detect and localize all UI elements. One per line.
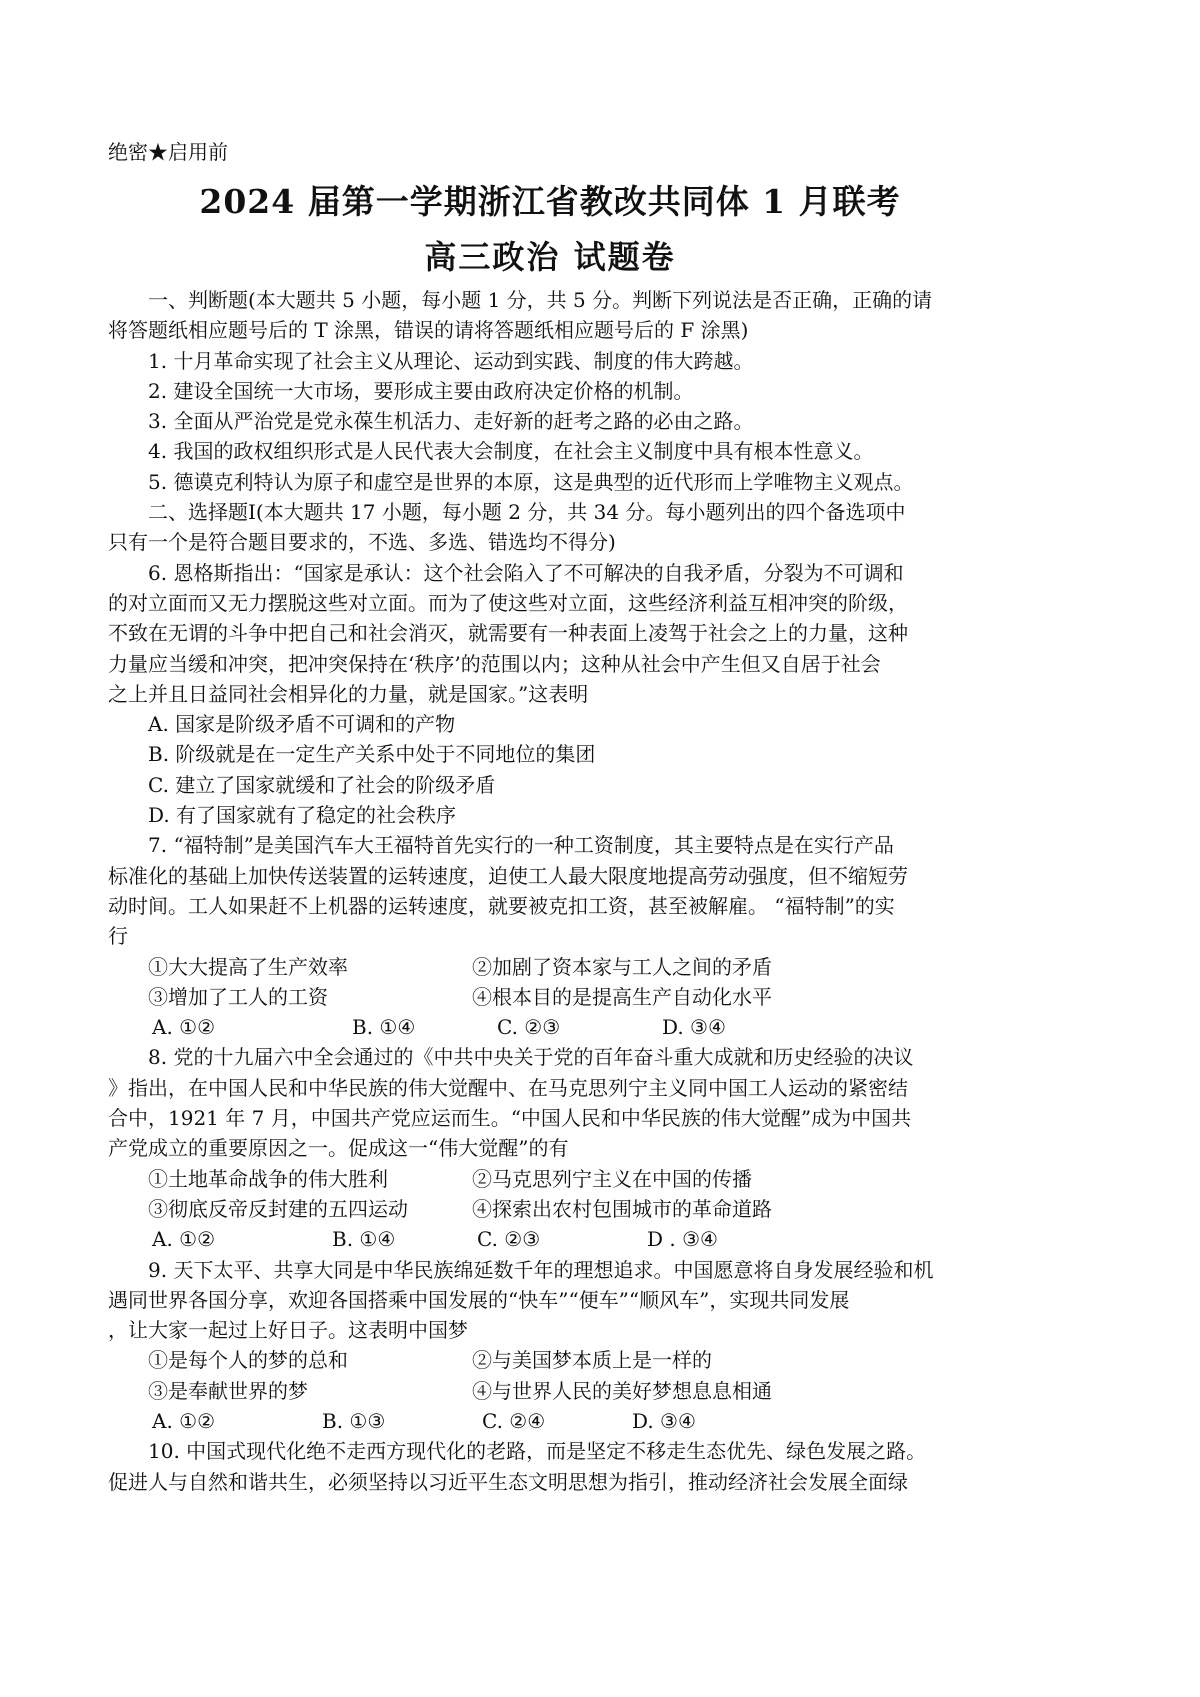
question-8-choice-c: C. ②③: [477, 1227, 541, 1252]
question-7-statements: [108, 982, 1103, 1012]
exam-body: [108, 285, 1103, 1497]
question-7-choice-b: B. ①④: [352, 1015, 416, 1040]
confidential-label: 绝密★启用前: [108, 140, 228, 164]
question-7-text: 行: [108, 924, 128, 949]
question-6-option-c: C. 建立了国家就缓和了社会的阶级矛盾: [148, 772, 496, 797]
question-8-statement-3: ③彻底反帝反封建的五四运动: [148, 1196, 408, 1221]
question-8-choice-a: A. ①②: [152, 1227, 216, 1252]
question-6-text: 力量应当缓和冲突，把冲突保持在‘秩序’的范围以内；这种从社会中产生但又自居于社会: [108, 651, 881, 676]
question-7-text: 动时间。工人如果赶不上机器的运转速度，就要被克扣工资，甚至被解雇。 “福特制”的实: [108, 893, 895, 918]
question-8-text: 合中，1921 年 7 月，中国共产党应运而生。“中国人民和中华民族的伟大觉醒”成为中国共: [108, 1106, 912, 1131]
question-8-answers: [108, 1224, 1103, 1254]
question-7-statements: [108, 952, 1103, 982]
question-8-statement-2: ②马克思列宁主义在中国的传播: [472, 1166, 752, 1191]
question-7-text: 标准化的基础上加快传送装置的运转速度，迫使工人最大限度地提高劳动强度，但不缩短劳: [108, 863, 908, 888]
judgment-item-5: 5. 德谟克利特认为原子和虚空是世界的本原，这是典型的近代形而上学唯物主义观点。: [148, 469, 914, 494]
judgment-item-2: 2. 建设全国统一大市场，要形成主要由政府决定价格的机制。: [148, 378, 694, 403]
judgment-item-1: 1. 十月革命实现了社会主义从理论、运动到实践、制度的伟大跨越。: [148, 348, 754, 373]
section1-intro-cont: 将答题纸相应题号后的 T 涂黑，错误的请将答题纸相应题号后的 F 涂黑): [108, 318, 749, 343]
question-7-statement-4: ④根本目的是提高生产自动化水平: [472, 984, 772, 1009]
section1-intro: 一、判断题(本大题共 5 小题，每小题 1 分，共 5 分。判断下列说法是否正确，正确的请: [148, 288, 933, 312]
question-9-answers: [108, 1406, 1103, 1436]
question-9-choice-a: A. ①②: [152, 1408, 216, 1433]
question-6-option-b: B. 阶级就是在一定生产关系中处于不同地位的集团: [148, 742, 596, 767]
question-7-choice-d: D. ③④: [662, 1015, 726, 1040]
question-7-statement-2: ②加剧了资本家与工人之间的矛盾: [472, 954, 772, 979]
question-10-text: 促进人与自然和谐共生，必须坚持以习近平生态文明思想为指引，推动经济社会发展全面绿: [108, 1469, 908, 1494]
question-7-text: 7. “福特制”是美国汽车大王福特首先实行的一种工资制度，其主要特点是在实行产品: [148, 833, 894, 858]
section2-intro-cont: 只有一个是符合题目要求的，不选、多选、错选均不得分): [108, 530, 616, 555]
question-9-choice-c: C. ②④: [482, 1408, 546, 1433]
question-9-text: ，让大家一起过上好日子。这表明中国梦: [108, 1318, 468, 1343]
question-6-text: 6. 恩格斯指出：“国家是承认：这个社会陷入了不可解决的自我矛盾，分裂为不可调和: [148, 560, 904, 585]
question-8-text: 8. 党的十九届六中全会通过的《中共中央关于党的百年奋斗重大成就和历史经验的决议: [148, 1045, 914, 1070]
question-6-text: 的对立面而又无力摆脱这些对立面。而为了使这些对立面，这些经济利益互相冲突的阶级，: [108, 590, 908, 615]
question-6-text: 之上并且日益同社会相异化的力量，就是国家。”这表明: [108, 681, 589, 706]
question-8-statement-4: ④探索出农村包围城市的革命道路: [472, 1196, 772, 1221]
question-8-statements: [108, 1194, 1103, 1224]
question-8-statements: [108, 1164, 1103, 1194]
judgment-item-3: 3. 全面从严治党是党永葆生机活力、走好新的赶考之路的必由之路。: [148, 409, 754, 434]
question-9-text: 遇同世界各国分享，欢迎各国搭乘中国发展的“快车”“便车”“顺风车”，实现共同发展: [108, 1287, 850, 1312]
question-9-statement-3: ③是奉献世界的梦: [148, 1378, 308, 1403]
question-7-statement-1: ①大大提高了生产效率: [148, 954, 348, 979]
question-9-statements: [108, 1376, 1103, 1406]
question-8-choice-b: B. ①④: [332, 1227, 396, 1252]
judgment-item-4: 4. 我国的政权组织形式是人民代表大会制度，在社会主义制度中具有根本性意义。: [148, 439, 874, 464]
question-8-statement-1: ①土地革命战争的伟大胜利: [148, 1166, 388, 1191]
question-6-option-d: D. 有了国家就有了稳定的社会秩序: [148, 803, 457, 828]
question-6-text: 不致在无谓的斗争中把自己和社会消灭，就需要有一种表面上凌驾于社会之上的力量，这种: [108, 621, 908, 646]
question-8-text: 产党成立的重要原因之一。促成这一“伟大觉醒”的有: [108, 1136, 569, 1161]
question-9-choice-d: D. ③④: [632, 1408, 696, 1433]
question-7-statement-3: ③增加了工人的工资: [148, 984, 328, 1009]
question-9-statement-2: ②与美国梦本质上是一样的: [472, 1348, 712, 1373]
exam-subtitle: 高三政治 试题卷: [424, 238, 676, 276]
question-10-text: 10. 中国式现代化绝不走西方现代化的老路，而是坚定不移走生态优先、绿色发展之路。: [148, 1439, 927, 1464]
question-6-option-a: A. 国家是阶级矛盾不可调和的产物: [148, 712, 456, 737]
section2-intro: 二、选择题Ⅰ(本大题共 17 小题，每小题 2 分，共 34 分。每小题列出的四个备选项中: [148, 500, 906, 525]
question-8-choice-d: D . ③④: [647, 1227, 718, 1252]
question-7-choice-c: C. ②③: [497, 1015, 561, 1040]
question-8-text: 》指出，在中国人民和中华民族的伟大觉醒中、在马克思列宁主义同中国工人运动的紧密结: [108, 1075, 908, 1100]
question-7-answers: [108, 1012, 1103, 1042]
question-9-statement-1: ①是每个人的梦的总和: [148, 1348, 348, 1373]
question-9-text: 9. 天下太平、共享大同是中华民族绵延数千年的理想追求。中国愿意将自身发展经验和机: [148, 1257, 934, 1282]
question-9-statements: [108, 1345, 1103, 1375]
question-9-statement-4: ④与世界人民的美好梦想息息相通: [472, 1378, 772, 1403]
exam-title: 2024 届第一学期浙江省教改共同体 1 月联考: [199, 182, 901, 221]
question-7-choice-a: A. ①②: [152, 1015, 216, 1040]
question-9-choice-b: B. ①③: [322, 1408, 386, 1433]
